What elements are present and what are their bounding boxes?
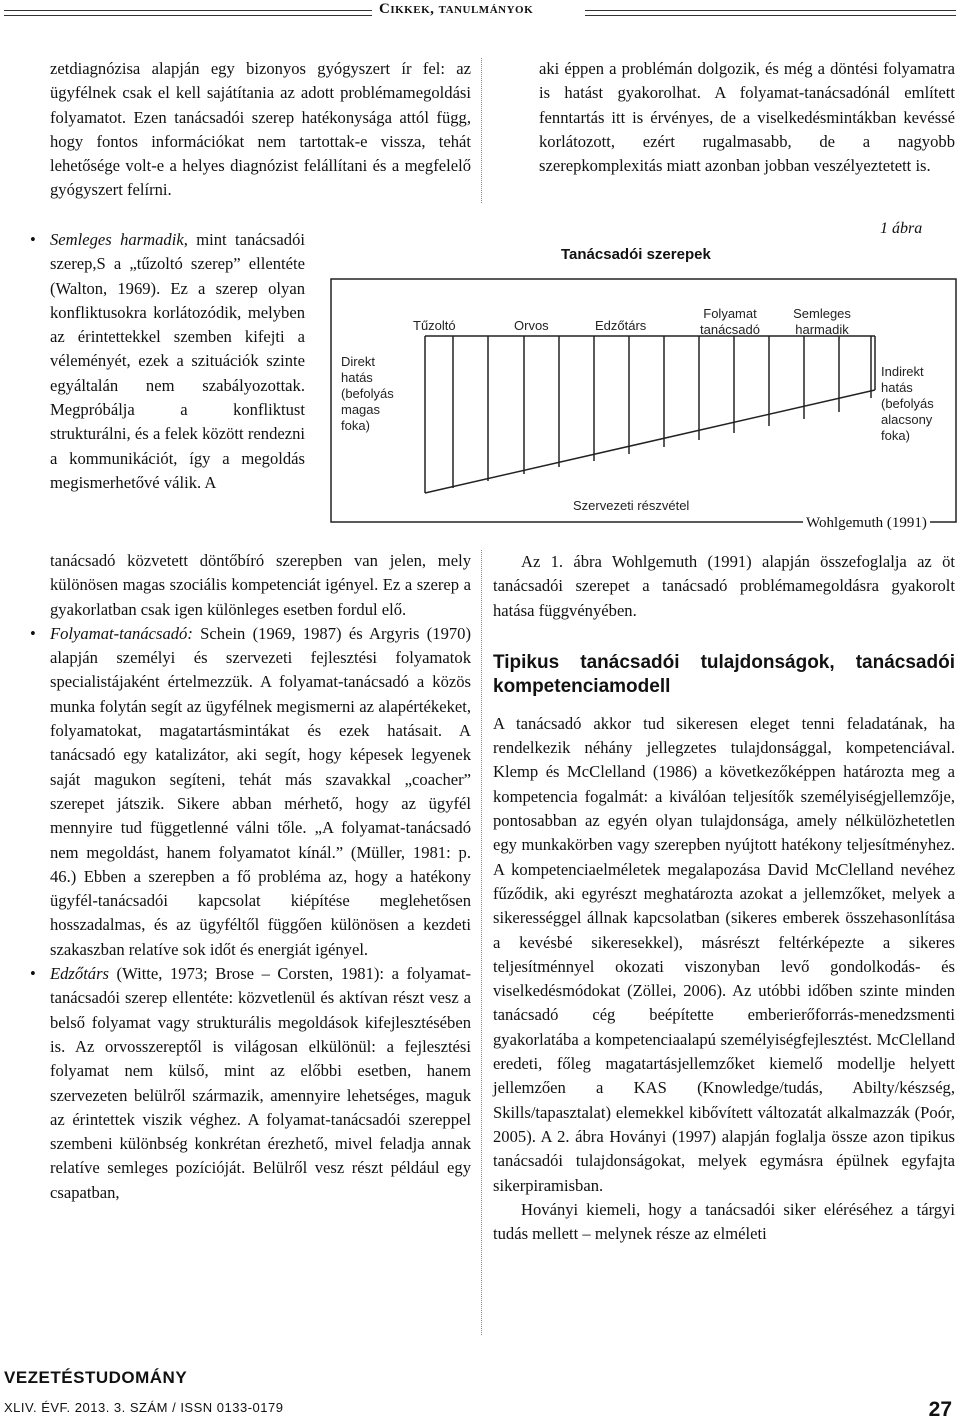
list-item <box>26 622 471 962</box>
header-rule-left <box>4 10 372 16</box>
right-column-top <box>539 57 955 178</box>
bullet-dot: • <box>30 964 36 984</box>
bullet-text: Schein (1969, 1987) és Argyris (1970) alapján személyi és szervezeti fejlesztési folyamatok specialistájaként értelmezzük. A folyamat-tanácsadó a közös munka folytán segít az ügyfélnek megismerni az alapértékeket, folyamatokat, magatartásmintákat és ezek hatásait. A tanácsadó egy katalizátor, aki segít, hogy képesek legyenek saját magukon segíteni, tehát más szavakkal „coacher” szerepet játszik. Sikere abban mérhető, hogy az ügyfél mennyire tud függetlenné válni tőle. „A folyamat-tanácsadó nem megoldást, hanem folyamatot kínál.” (Müller, 1981: p. 46.) Ebben a szerepben a fő probléma az, hogy a hatékony ügyfél-tanácsadói kapcsolat kiépítése meglehetősen hosszadalmas, és az ügyféltől függően különösen a kezdeti szakaszban relatíve sok időt és energiát igényel. <box>50 623 471 959</box>
role-edzotars: Edzőtárs <box>595 318 647 333</box>
section-title: Cikkek, tanulmányok <box>379 1 534 17</box>
role-semleges: Semleges harmadik <box>793 306 851 337</box>
section-heading: Tipikus tanácsadói tulajdonságok, tanácsadói kompetenciamodell <box>493 651 955 697</box>
bullet-term: Edzőtárs <box>50 964 110 984</box>
left-paragraph-1: zetdiagnózisa alapján egy bizonyos gyógyszert ír fel: az ügyfélnek csak el kell sajátítania az adott problémamegoldási folyamatot. Ezen tanácsadói szerep hatékonysága attól függ, hogy fontos információkat nem tartottak-e vissza, tehát lehetősége volt-e a helyes diagnózist felállítani és a megfelelő gyógyszert felírni. <box>50 59 471 200</box>
role-folyamat: Folyamat tanácsadó <box>700 306 760 337</box>
column-divider-top <box>481 58 482 203</box>
bullet-continuation: tanácsadó közvetett döntőbíró szerepben van jelen, mely különösen magas szociális kompetenciát igényel. Ez a szerep a gyakorlatban csak igen különleges esetben fordul elő. <box>50 551 471 619</box>
role-tuzolto: Tűzoltó <box>413 318 456 333</box>
right-paragraph-3: Hoványi kiemeli, hogy a tanácsadói siker eléréséhez a tárgyi tudás mellett – melynek része az elméleti <box>493 1199 955 1244</box>
page-number: 27 <box>928 1398 952 1421</box>
figure-caption: Az 1. ábra Wohlgemuth (1991) alapján összefoglalja az öt tanácsadói szerepet a tanácsadó problémamegoldásra gyakorolt hatása függvényében. <box>493 552 955 620</box>
figure-label: 1 ábra <box>880 220 923 237</box>
bullet-dot: • <box>30 230 36 249</box>
bullet-term: Folyamat-tanácsadó: <box>50 623 193 643</box>
bullet-text: , mint tanácsadói szerep,S a „tűzoltó szerep” ellentéte (Walton, 1969). Ez a szerep olyan konfliktusokra korlátozódik, melyben az érintettekkel szemben kifejti a véleményét, ezek a szituációk szinte egyáltalán nem szabályozottak. Megpróbálja a konfliktust strukturálni, és a felek között rendezni a kommunikációt, így a megoldás megismerhetővé válik. A <box>50 230 305 492</box>
axis-participation: Szervezeti részvétel <box>573 498 690 513</box>
right-column-bottom <box>493 550 955 1246</box>
journal-issue-info: XLIV. ÉVF. 2013. 3. SZÁM / ISSN 0133-0179 <box>4 1400 284 1415</box>
left-column-top <box>50 57 471 203</box>
bullet-dot: • <box>30 623 36 643</box>
header-rule-right <box>585 10 956 16</box>
journal-brand: VEZETÉSTUDOMÁNY <box>4 1368 188 1387</box>
role-divider-lines <box>453 336 871 488</box>
bullet-text: (Witte, 1973; Brose – Corsten, 1981): a folyamat-tanácsadói szerep ellentéte: közvetlenül és aktívan részt vesz a belső folyamat vagy strukturális megoldások kifejlesztésében is. Az orvosszereptől is világosan elkülönül: a fejlesztési folyamat nem külső, mint az előbbi esetben, hanem szervezeten belülről származik, amennyire lehetséges, maguk az érintettek viszik véghez. A folyamat-tanácsadói szereppel szembeni különbség konkrétan érezhető, mivel feladja annak relatíve semleges pozícióját. Belülről vesz részt például egy csapatban, <box>50 964 471 1202</box>
axis-direct-effect: Direkt hatás (befolyás magas foka) <box>341 354 394 433</box>
role-orvos: Orvos <box>514 318 549 333</box>
column-divider-bottom <box>481 550 482 1335</box>
bullet-term: Semleges harmadik <box>50 230 184 249</box>
right-paragraph-1: aki éppen a problémán dolgozik, és még a döntési folyamatra is hatást gyakorolhat. A folyamat-tanácsadónál említett fenntartás itt is érvényes, de a viselkedésmintákban kevéssé korlátozott, ezért rugalmasabb, de a nagyobb szerepkomplexitás miatt azonban jobban veszélyeztetett is. <box>539 59 955 176</box>
list-item <box>26 228 305 495</box>
figure-title: Tanácsadói szerepek <box>561 246 711 263</box>
right-paragraph-2: A tanácsadó akkor tud sikeresen eleget tenni feladatának, ha rendelkezik néhány jellegzetes tulajdonsággal, kompetenciával. Klemp és McClelland (1986) a következőképpen határozta meg a kompetencia fogalmát: a kiválóan teljesítők személyiségjellemzője, pontosabban az egyén olyan tulajdonsága, amely nélkülözhetetlen egy munkakörben vagy szerepben nyújtott hatékony teljesítményhez. A kompetenciaelméletek megalapozása David McClelland nevéhez fűződik, aki egyrészt meghatározta azokat a jellemzőket, melyek a sikerességgel állnak kapcsolatban (sikeres emberek összehasonlítása a kevésbé sikeresekkel), másrészt feltérképezte a sikeres teljesítménnyel okozati viszonyban levő gondolkodás- és viselkedésmódokat (Zöllei, 2006). Az utóbbi időben szinte minden tanácsadó cég beépítette emberierőforrás-menedzsmenti gyakorlatába a kompetenciaalapú személyiségfejlesztést. McClelland eredeti, főleg magatartásjellemzőket kiemelő modellje helyett jellemzően a KAS (Knowledge/tudás, Abilty/készség, Skills/tapasztalat) elemekkel kibővített változatát alkalmazzák (Poór, 2005). A 2. ábra Hoványi (1997) alapján foglalja össze azon tipikus tanácsadói tulajdonságokat, melyek egymásra épülnek egyfajta sikerpiramisban. <box>493 713 955 1195</box>
figure-diagonal <box>425 390 875 493</box>
bullet-semleges <box>26 228 305 495</box>
list-item <box>26 962 471 1205</box>
left-column-bottom <box>26 549 471 1205</box>
figure-source: Wohlgemuth (1991) <box>803 515 930 532</box>
axis-indirect-effect: Indirekt hatás (befolyás alacsony foka) <box>881 364 934 443</box>
